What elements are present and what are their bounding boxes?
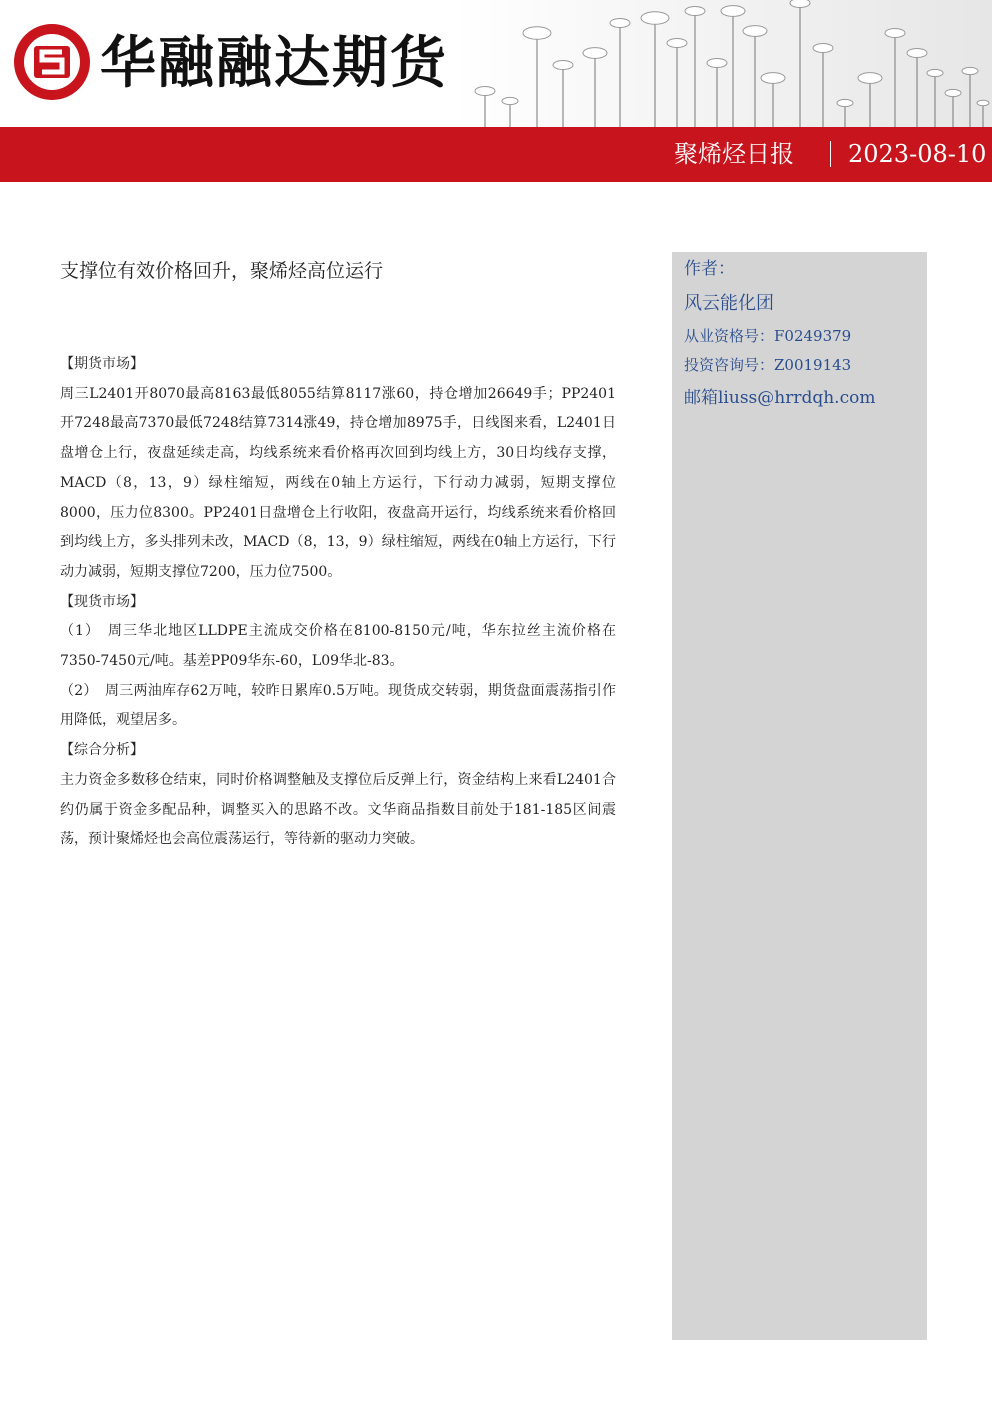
- author-label: 作者：: [684, 259, 735, 279]
- company-logo-icon: [12, 22, 92, 102]
- article-title: 支撑位有效价格回升，聚烯烃高位运行: [60, 260, 384, 282]
- section-heading: 【期货市场】: [60, 356, 144, 372]
- article-body: [60, 350, 616, 855]
- section-heading: 【现货市场】: [60, 593, 144, 610]
- report-date: 2023-08-10: [848, 140, 987, 168]
- paragraph: 主力资金多数移仓结束，同时价格调整触及支撑位后反弹上行，资金结构上来看L2401合约仍属于资金多配品种，调整买入的思路不改。文华商品指数目前处于181-185区间震荡，预计聚烯烃也会高位震荡运行，等待新的驱动力突破。: [60, 771, 616, 848]
- advisory-number: 投资咨询号：Z0019143: [684, 356, 852, 374]
- header-decoration: [455, 0, 992, 128]
- paragraph: （1） 周三华北地区LLDPE主流成交价格在8100-8150元/吨，华东拉丝主流价格在7350-7450元/吨。基差PP09华东-60，L09华北-83。: [60, 623, 616, 670]
- title-separator: [830, 141, 831, 167]
- paragraph: 周三L2401开8070最高8163最低8055结算8117涨60，持仓增加26649手；PP2401开7248最高7370最低7248结算7314涨49，持仓增加8975手，日线图来看，L2401日盘增仓上行，夜盘延续走高，均线系统来看价格再次回到均线上方，30日均线存支撑，MACD（8，13，9）绿柱缩短，两线在0轴上方运行，下行动力减弱，短期支撑位8000，压力位8300。PP2401日盘增仓上行收阳，夜盘高开运行，均线系统来看价格回到均线上方，多头排列未改，MACD（8，13，9）绿柱缩短，两线在0轴上方运行，下行动力减弱，短期支撑位7200，压力位7500。: [60, 385, 616, 580]
- author-email: 邮箱liuss@hrrdqh.com: [684, 388, 876, 408]
- author-sidebar: [672, 252, 927, 1340]
- brand-name: 华融融达期货: [100, 31, 448, 96]
- qualification-number: 从业资格号：F0249379: [684, 327, 852, 345]
- report-title: 聚烯烃日报: [674, 140, 794, 168]
- header-band: [0, 127, 992, 182]
- paragraph: （2） 周三两油库存62万吨，较昨日累库0.5万吨。现货成交转弱，期货盘面震荡指引作用降低，观望居多。: [60, 682, 616, 729]
- author-team: 风云能化团: [684, 293, 774, 314]
- section-heading: 【综合分析】: [60, 742, 144, 759]
